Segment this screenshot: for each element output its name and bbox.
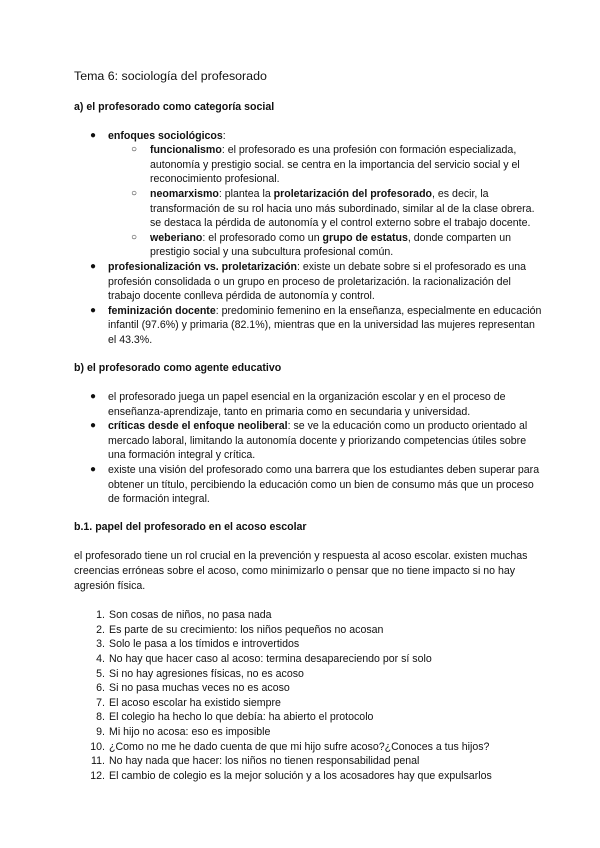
myth-text: Solo le pasa a los tímidos e introvertidos	[109, 638, 300, 651]
list-item-profesionalizacion	[74, 260, 544, 304]
neomarxismo-pre: : plantea la	[218, 187, 274, 200]
bullet-icon: ●	[90, 260, 97, 272]
myth-item	[74, 769, 544, 784]
myth-text: Si no pasa muchas veces no es acoso	[109, 682, 290, 695]
list-item-papel	[74, 390, 544, 419]
profesionalizacion-term: profesionalización vs. proletarización	[108, 260, 297, 273]
myth-text: Son cosas de niños, no pasa nada	[109, 609, 272, 622]
bullet-icon: ●	[90, 129, 97, 141]
funcionalismo-term: funcionalismo	[150, 144, 222, 157]
myth-item	[74, 652, 544, 667]
myth-item	[74, 637, 544, 652]
list-item-feminizacion	[74, 304, 544, 348]
list-item-criticas	[74, 419, 544, 463]
document-page	[74, 68, 544, 783]
myth-item	[74, 623, 544, 638]
myth-number: 6.	[96, 682, 105, 695]
section-b-heading: b) el profesorado como agente educativo	[74, 361, 282, 374]
myth-text: Mi hijo no acosa: eso es imposible	[109, 725, 271, 738]
myth-item	[74, 696, 544, 711]
hollow-bullet-icon: ○	[131, 144, 138, 156]
myth-number: 8.	[96, 711, 105, 724]
myth-number: 2.	[96, 623, 105, 636]
bullet-icon: ●	[90, 391, 97, 403]
myth-item	[74, 681, 544, 696]
neomarxismo-bold: proletarización del profesorado	[273, 187, 433, 200]
weberiano-pre: : el profesorado como un	[202, 231, 323, 244]
feminizacion-text: : predominio femenino en la enseñanza, especialmente en educación infantil (97.6%) y primaria (82.1%), mientras que en la universidad las mujeres representan el 43.3%.	[108, 304, 542, 346]
bullet-icon: ●	[90, 304, 97, 316]
myth-text: No hay nada que hacer: los niños no tienen responsabilidad penal	[109, 755, 420, 768]
myth-text: El cambio de colegio es la mejor solución y a los acosadores hay que expulsarlos	[109, 769, 492, 782]
myth-number: 10.	[90, 740, 105, 753]
myth-text: El colegio ha hecho lo que debía: ha abierto el protocolo	[109, 711, 374, 724]
myths-list	[74, 608, 544, 783]
funcionalismo-text: : el profesorado es una profesión con formación especializada, autonomía y prestigio social. se centra en la importancia del servicio social y el reconocimiento profesional.	[150, 144, 520, 186]
myth-number: 1.	[96, 609, 105, 622]
section-b-list	[74, 390, 544, 507]
profesionalizacion-text: : existe un debate sobre si el profesorado es una profesión consolidada o un grupo en proceso de proletarización. la racionalización del trabajo docente conlleva pérdida de autonomía y control.	[108, 260, 527, 303]
myth-number: 3.	[96, 638, 105, 651]
list-item-enfoques	[74, 129, 544, 260]
myth-text: Si no hay agresiones físicas, no es acoso	[109, 667, 304, 680]
barrera-text: existe una visión del profesorado como una barrera que los estudiantes deben superar para obtener un título, percibiendo la educación como un bien de consumo más que un proceso de formación integral.	[108, 464, 540, 506]
enfoques-sublist	[74, 143, 544, 260]
papel-text: el profesorado juega un papel esencial en la organización escolar y en el proceso de enseñanza-aprendizaje, tanto en primaria como en secundaria y universidad.	[108, 391, 506, 418]
myth-item	[74, 754, 544, 769]
myth-number: 5.	[96, 667, 105, 680]
myth-number: 11.	[91, 755, 105, 768]
neomarxismo-text: , es decir, la transformación de su rol hacia uno más subordinado, similar al de la clase obrera. se destaca la pérdida de autonomía y el control externo sobre el trabajo docente.	[150, 187, 535, 230]
document-title: Tema 6: sociología del profesorado	[74, 69, 267, 83]
bullet-icon: ●	[90, 464, 97, 476]
weberiano-term: weberiano	[150, 231, 203, 244]
weberiano-text: , donde comparten un prestigio social y una subcultura profesional común.	[150, 231, 511, 259]
myth-item	[74, 740, 544, 755]
criticas-text: : se ve la educación como un producto orientado al mercado laboral, limitando la autonomía docente y priorizando competencias útiles sobre una formación integral y crítica.	[108, 420, 528, 462]
feminizacion-term: feminización docente	[108, 304, 216, 317]
myth-item	[74, 608, 544, 623]
enfoques-colon: :	[222, 129, 226, 142]
acoso-intro: el profesorado tiene un rol crucial en la prevención y respuesta al acoso escolar. existen muchas creencias erróneas sobre el acoso, como minimizarlo o pensar que no tiene impacto si no hay agresión física.	[74, 550, 528, 592]
section-b1-heading: b.1. papel del profesorado en el acoso escolar	[74, 520, 307, 533]
list-item-funcionalismo	[74, 143, 544, 187]
criticas-term: críticas desde el enfoque neoliberal	[108, 420, 288, 433]
section-a-list	[74, 129, 544, 348]
myth-text: Es parte de su crecimiento: los niños pequeños no acosan	[109, 623, 384, 636]
hollow-bullet-icon: ○	[131, 187, 138, 199]
myth-item	[74, 725, 544, 740]
myth-item	[74, 710, 544, 725]
myth-item	[74, 667, 544, 682]
myth-number: 12.	[90, 769, 105, 782]
myth-text: ¿Como no me he dado cuenta de que mi hijo sufre acoso?¿Conoces a tus hijos?	[109, 740, 490, 753]
myth-text: El acoso escolar ha existido siempre	[109, 696, 281, 709]
enfoques-term: enfoques sociológicos	[108, 129, 223, 142]
myth-number: 7.	[96, 696, 105, 709]
list-item-weberiano	[74, 231, 544, 260]
weberiano-bold: grupo de estatus	[322, 231, 408, 244]
bullet-icon: ●	[90, 420, 97, 432]
neomarxismo-term: neomarxismo	[150, 187, 219, 200]
myth-number: 4.	[96, 653, 105, 665]
list-item-barrera	[74, 463, 544, 507]
list-item-neomarxismo	[74, 187, 544, 231]
section-a-heading: a) el profesorado como categoría social	[74, 101, 275, 113]
hollow-bullet-icon: ○	[131, 231, 138, 243]
myth-number: 9.	[96, 725, 105, 738]
myth-text: No hay que hacer caso al acoso: termina desapareciendo por sí solo	[109, 653, 432, 665]
